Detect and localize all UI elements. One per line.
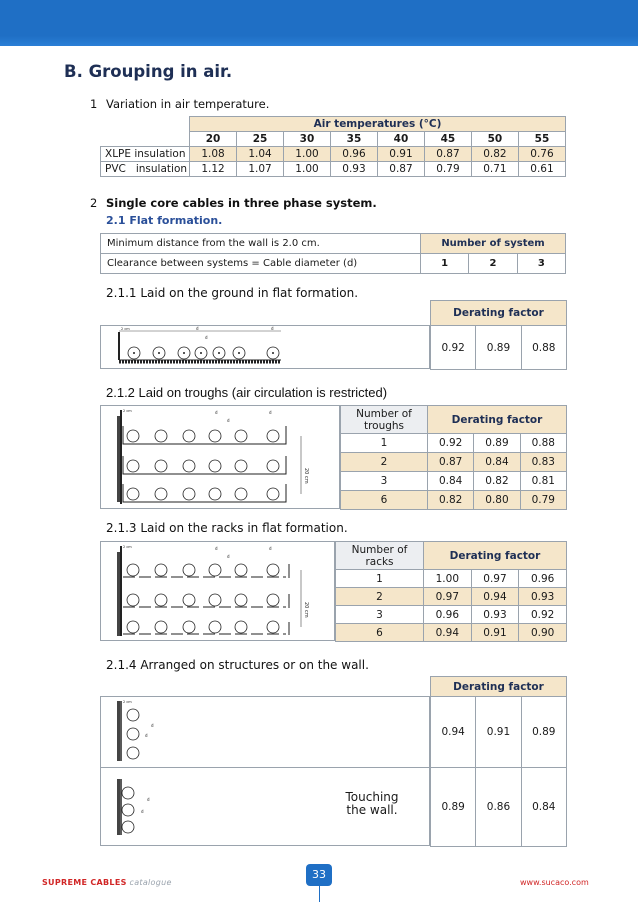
table-cell: 0.93 bbox=[471, 606, 519, 624]
air-temperature-table bbox=[100, 116, 566, 177]
dim-d: d bbox=[145, 733, 148, 738]
table-row bbox=[336, 570, 567, 588]
table-cell: 1 bbox=[336, 570, 424, 588]
temp-col: 20 bbox=[190, 132, 237, 147]
ground-derating-table bbox=[430, 300, 567, 370]
racks-col-label: Number of racks bbox=[336, 542, 424, 570]
table-cell: 1 bbox=[341, 434, 428, 453]
dim-20cm: 20 cm bbox=[303, 468, 309, 484]
section-2-1-4-title: 2.1.4 Arranged on structures or on the wall. bbox=[106, 658, 369, 672]
table-cell: 0.93 bbox=[330, 162, 377, 177]
min-distance-note: Minimum distance from the wall is 2.0 cm. bbox=[101, 234, 421, 254]
table-row bbox=[336, 624, 567, 642]
section-2-number: 2 bbox=[90, 196, 98, 210]
temp-col: 25 bbox=[237, 132, 284, 147]
table-cell: 0.91 bbox=[471, 624, 519, 642]
system-col: 2 bbox=[469, 254, 517, 274]
table-cell: 0.87 bbox=[428, 453, 474, 472]
table-cell: 0.80 bbox=[474, 491, 520, 510]
temp-col: 40 bbox=[377, 132, 424, 147]
dim-d: d bbox=[205, 335, 208, 340]
dim-d: d bbox=[151, 723, 154, 728]
table-cell: 0.94 bbox=[424, 624, 472, 642]
racks-diagram bbox=[101, 542, 334, 640]
ground-formation-diagram bbox=[101, 326, 429, 368]
table-cell: 0.82 bbox=[474, 472, 520, 491]
website-link[interactable]: www.sucaco.com bbox=[520, 878, 589, 887]
dim-2cm: 2 cm bbox=[123, 700, 132, 704]
ground-diagram-frame bbox=[100, 325, 430, 369]
table-cell: 0.84 bbox=[428, 472, 474, 491]
dim-d: d bbox=[269, 410, 272, 415]
number-of-system-header: Number of system bbox=[421, 234, 566, 254]
touching-wall-note: Touching the wall. bbox=[345, 790, 399, 817]
troughs-col-label: Number of troughs bbox=[341, 406, 428, 434]
row-label: XLPE insulation bbox=[101, 147, 190, 162]
brand-cables: CABLES bbox=[90, 878, 127, 887]
table-cell: 0.79 bbox=[520, 491, 566, 510]
section-2-1-title: 2.1 Flat formation. bbox=[106, 214, 223, 227]
dim-d: d bbox=[147, 797, 150, 802]
table-cell: 1.08 bbox=[190, 147, 237, 162]
table-cell: 0.84 bbox=[521, 768, 566, 847]
table-cell: 0.82 bbox=[471, 147, 518, 162]
racks-derating-table bbox=[335, 541, 567, 642]
structures-diagram bbox=[101, 697, 429, 845]
troughs-derating-table bbox=[340, 405, 567, 510]
table-cell: 0.94 bbox=[471, 588, 519, 606]
troughs-diagram bbox=[101, 406, 339, 508]
table-cell: 0.83 bbox=[520, 453, 566, 472]
table-cell: 1.00 bbox=[424, 570, 472, 588]
table-cell: 0.88 bbox=[521, 326, 566, 370]
table-cell: 0.87 bbox=[424, 147, 471, 162]
table-cell: 0.81 bbox=[520, 472, 566, 491]
system-col: 3 bbox=[517, 254, 565, 274]
table-cell: 0.92 bbox=[431, 326, 476, 370]
row-label: PVC insulation bbox=[101, 162, 190, 177]
dim-d: d bbox=[271, 326, 274, 331]
dim-d: d bbox=[227, 554, 230, 559]
table-cell: 0.91 bbox=[476, 697, 521, 768]
table-cell: 0.96 bbox=[330, 147, 377, 162]
derating-header: Derating factor bbox=[424, 542, 567, 570]
table-cell: 0.90 bbox=[519, 624, 567, 642]
system-col: 1 bbox=[421, 254, 469, 274]
table-cell: 1.07 bbox=[237, 162, 284, 177]
table-cell: 0.86 bbox=[476, 768, 521, 847]
brand-supreme: SUPREME bbox=[42, 878, 91, 887]
table-cell: 0.61 bbox=[518, 162, 565, 177]
table-cell: 0.93 bbox=[519, 588, 567, 606]
dim-d: d bbox=[196, 326, 199, 331]
table-row bbox=[431, 697, 567, 768]
section-1-number: 1 bbox=[90, 97, 98, 111]
table-cell: 6 bbox=[336, 624, 424, 642]
table-cell: 0.92 bbox=[519, 606, 567, 624]
table-row bbox=[431, 768, 567, 847]
temp-col: 35 bbox=[330, 132, 377, 147]
section-2-1-3-title: 2.1.3 Laid on the racks in flat formation. bbox=[106, 521, 348, 535]
blank-cell bbox=[101, 117, 190, 132]
table-cell: 0.87 bbox=[377, 162, 424, 177]
table-cell: 0.89 bbox=[474, 434, 520, 453]
troughs-diagram-frame bbox=[100, 405, 340, 509]
dim-d: d bbox=[227, 418, 230, 423]
table-cell: 0.76 bbox=[518, 147, 565, 162]
table-cell: 3 bbox=[341, 472, 428, 491]
table-cell: 0.89 bbox=[431, 768, 476, 847]
table-row bbox=[101, 162, 566, 177]
structures-derating-table bbox=[430, 676, 567, 847]
temp-col: 30 bbox=[284, 132, 331, 147]
page-number-stem bbox=[319, 886, 320, 902]
row-divider bbox=[101, 767, 429, 768]
table-cell: 6 bbox=[341, 491, 428, 510]
table-cell: 0.96 bbox=[519, 570, 567, 588]
table-row bbox=[101, 147, 566, 162]
table-row bbox=[341, 453, 567, 472]
derating-header: Derating factor bbox=[431, 677, 567, 697]
dim-20cm: 20 cm bbox=[303, 602, 309, 618]
table-row bbox=[336, 606, 567, 624]
table-cell: 0.94 bbox=[431, 697, 476, 768]
table-cell: 0.92 bbox=[428, 434, 474, 453]
table-cell: 0.97 bbox=[471, 570, 519, 588]
table-cell: 0.96 bbox=[424, 606, 472, 624]
clearance-note: Clearance between systems = Cable diameter (d) bbox=[101, 254, 421, 274]
table-cell: 0.89 bbox=[521, 697, 566, 768]
table-cell: 0.71 bbox=[471, 162, 518, 177]
table-cell: 3 bbox=[336, 606, 424, 624]
section-2-1-1-title: 2.1.1 Laid on the ground in flat formation. bbox=[106, 286, 359, 300]
dim-d: d bbox=[141, 809, 144, 814]
derating-header: Derating factor bbox=[431, 301, 567, 326]
table-cell: 0.91 bbox=[377, 147, 424, 162]
section-heading: B. Grouping in air. bbox=[64, 62, 233, 81]
table-cell: 0.88 bbox=[520, 434, 566, 453]
dim-d: d bbox=[215, 546, 218, 551]
table-row bbox=[341, 434, 567, 453]
dim-2cm: 2 cm bbox=[123, 545, 132, 549]
air-temp-header: Air temperatures (°C) bbox=[190, 117, 566, 132]
dim-d: d bbox=[215, 410, 218, 415]
section-1-title: Variation in air temperature. bbox=[106, 97, 270, 111]
temp-col: 45 bbox=[424, 132, 471, 147]
table-row bbox=[341, 472, 567, 491]
dim-2cm: 2 cm bbox=[121, 327, 130, 331]
table-cell: 0.82 bbox=[428, 491, 474, 510]
table-cell: 2 bbox=[341, 453, 428, 472]
system-spacing-table bbox=[100, 233, 566, 274]
dim-2cm: 2 cm bbox=[123, 409, 132, 413]
table-cell: 0.97 bbox=[424, 588, 472, 606]
dim-d: d bbox=[269, 546, 272, 551]
table-row bbox=[341, 491, 567, 510]
brand-catalogue: catalogue bbox=[126, 878, 172, 887]
table-cell: 1.12 bbox=[190, 162, 237, 177]
table-cell: 0.84 bbox=[474, 453, 520, 472]
section-2-1-2-title: 2.1.2 Laid on troughs (air circulation is restricted) bbox=[106, 385, 388, 400]
structures-diagram-frame bbox=[100, 696, 430, 846]
brand-footer bbox=[42, 878, 172, 887]
top-band bbox=[0, 0, 638, 46]
table-cell: 2 bbox=[336, 588, 424, 606]
table-cell: 1.00 bbox=[284, 147, 331, 162]
table-row bbox=[336, 588, 567, 606]
table-cell: 0.79 bbox=[424, 162, 471, 177]
table-cell: 1.04 bbox=[237, 147, 284, 162]
blank-cell bbox=[101, 132, 190, 147]
temp-col: 50 bbox=[471, 132, 518, 147]
page-number: 33 bbox=[306, 864, 332, 886]
derating-header: Derating factor bbox=[428, 406, 567, 434]
racks-diagram-frame bbox=[100, 541, 335, 641]
table-cell: 0.89 bbox=[476, 326, 521, 370]
table-cell: 1.00 bbox=[284, 162, 331, 177]
temp-col: 55 bbox=[518, 132, 565, 147]
section-2-title: Single core cables in three phase system. bbox=[106, 196, 377, 210]
